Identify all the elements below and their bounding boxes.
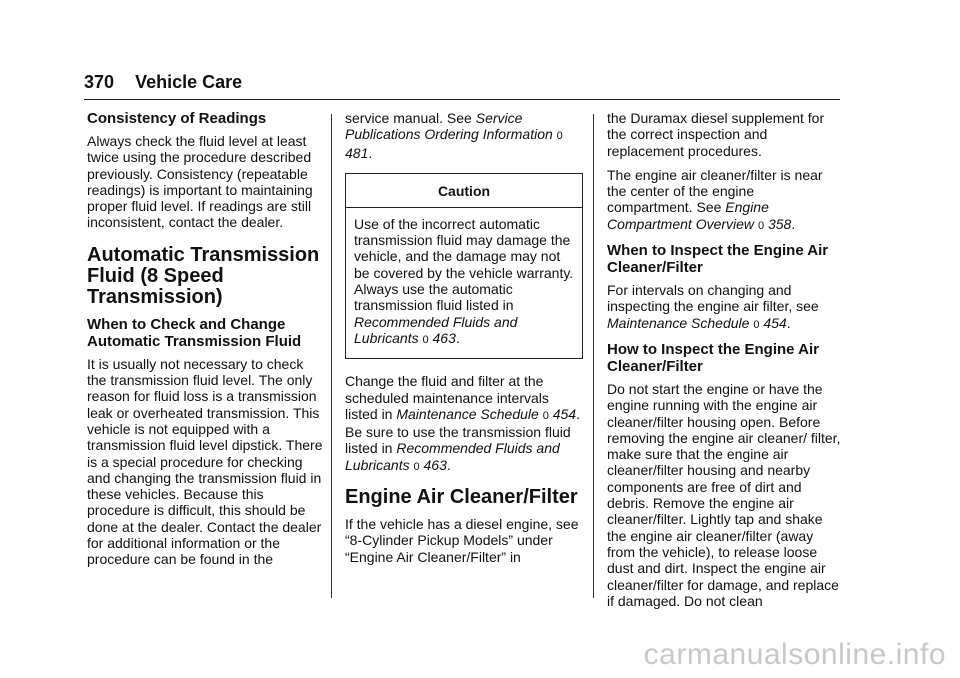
column-2 [345, 110, 583, 573]
page-ref-arrow-icon: 0 [753, 318, 760, 331]
text-run: . [791, 215, 796, 232]
page-ref-arrow-icon: 0 [757, 219, 765, 232]
page-ref-arrow-icon: 0 [422, 333, 429, 346]
page-ref-454[interactable]: 454 [552, 405, 577, 422]
link-maintenance-schedule[interactable]: Maintenance Schedule [396, 405, 539, 422]
link-maintenance-schedule-2[interactable]: Maintenance Schedule [607, 314, 750, 331]
paragraph-diesel: If the vehicle has a diesel engine, see “8-Cylinder Pickup Models” under “Engine Air Cleaner/Filter” in [345, 516, 579, 565]
text-run: service manual. See [345, 110, 476, 126]
heading-when-inspect: When to Inspect the Engine Air Cleaner/Filter [607, 242, 829, 277]
text-run: Change the fluid and filter at the scheduled maintenance intervals listed in [345, 373, 549, 422]
header-rule [84, 99, 840, 100]
link-service-publications[interactable]: Service Publications Ordering Information [345, 110, 553, 143]
heading-engine-air-cleaner: Engine Air Cleaner/Filter [345, 486, 578, 509]
watermark: carmanualsonline.info [643, 638, 946, 671]
paragraph-duramax: the Duramax diesel supplement for the correct inspection and replacement procedures. [607, 110, 825, 159]
paragraph-service-manual [345, 110, 583, 161]
paragraph-how-inspect: Do not start the engine or have the engine running with the engine air cleaner/filter housing open. Before removing the engine air cleaner/ filter, make sure that the engine air cleaner/filter housing and nearby components are free of dirt and debris. Remove the engine air cleaner/filter. Lightly tap and shake the engine air cleaner/filter (away from the vehicle), to release loose dust and dirt. Inspect the engine air cleaner/filter for damage, and replace if damaged. Do not clean [607, 380, 841, 609]
page-ref-463-2[interactable]: 463 [423, 456, 447, 473]
column-divider-1 [331, 114, 332, 598]
page-header [84, 72, 242, 93]
page-ref-arrow-icon: 0 [556, 130, 563, 143]
page-ref-arrow-icon: 0 [542, 409, 549, 422]
text-run: The engine air cleaner/filter is near the center of the engine compartment. See [607, 166, 823, 216]
text-run: . [455, 329, 460, 346]
text-run: Use of the incorrect automatic transmission fluid may damage the vehicle, and the damage may not be covered by the vehicle warranty. Always use the automatic transmission fluid listed in [354, 215, 574, 314]
section-title: Vehicle Care [135, 72, 243, 92]
text-run: . [368, 144, 373, 161]
text-run: For intervals on changing and inspecting the engine air filter, see [607, 282, 819, 315]
paragraph-location [607, 167, 843, 234]
page-ref-454-2[interactable]: 454 [763, 314, 787, 331]
text-run: . Be sure to use the transmission fluid listed in [345, 405, 580, 457]
page-ref-arrow-icon: 0 [413, 460, 420, 473]
caution-body [346, 208, 582, 358]
link-recommended-fluids-2[interactable]: Recommended Fluids and Lubricants [345, 440, 560, 473]
paragraph-intervals [607, 282, 843, 333]
heading-how-inspect: How to Inspect the Engine Air Cleaner/Filter [607, 340, 819, 375]
caution-box [345, 173, 583, 359]
paragraph-change-fluid [345, 373, 583, 475]
paragraph-when-check: It is usually not necessary to check the transmission fluid level. The only reason for fluid loss is a transmission leak or overheated transmission. This vehicle is not equipped with a transmission fluid level dipstick. There is a special procedure for checking and changing the transmission fluid in these vehicles. Because this procedure is difficult, this should be done at the dealer. Contact the dealer for additional information or the procedure can be found in the [87, 355, 323, 568]
page-ref-358[interactable]: 358 [767, 215, 792, 232]
link-recommended-fluids[interactable]: Recommended Fluids and Lubricants [354, 313, 518, 346]
heading-atf: Automatic Transmission Fluid (8 Speed Transmission) [87, 243, 320, 308]
text-run: . [446, 456, 451, 473]
text-run: . [786, 314, 791, 331]
heading-when-check: When to Check and Change Automatic Transmission Fluid [87, 315, 302, 350]
column-divider-2 [593, 114, 594, 598]
link-engine-compartment[interactable]: Engine Compartment Overview [607, 199, 769, 232]
caution-title: Caution [346, 174, 582, 208]
page-ref-463[interactable]: 463 [432, 329, 456, 346]
paragraph-consistency: Always check the fluid level at least twice using the procedure described previously. Consistency (repeatable readings) is important to maintaining proper fluid level. If readings are still inconsistent, contact the dealer. [87, 133, 313, 231]
page-ref-481[interactable]: 481 [345, 144, 369, 161]
page-number: 370 [84, 72, 115, 92]
column-3 [607, 110, 843, 617]
heading-consistency: Consistency of Readings [87, 110, 267, 127]
column-1 [87, 110, 323, 576]
